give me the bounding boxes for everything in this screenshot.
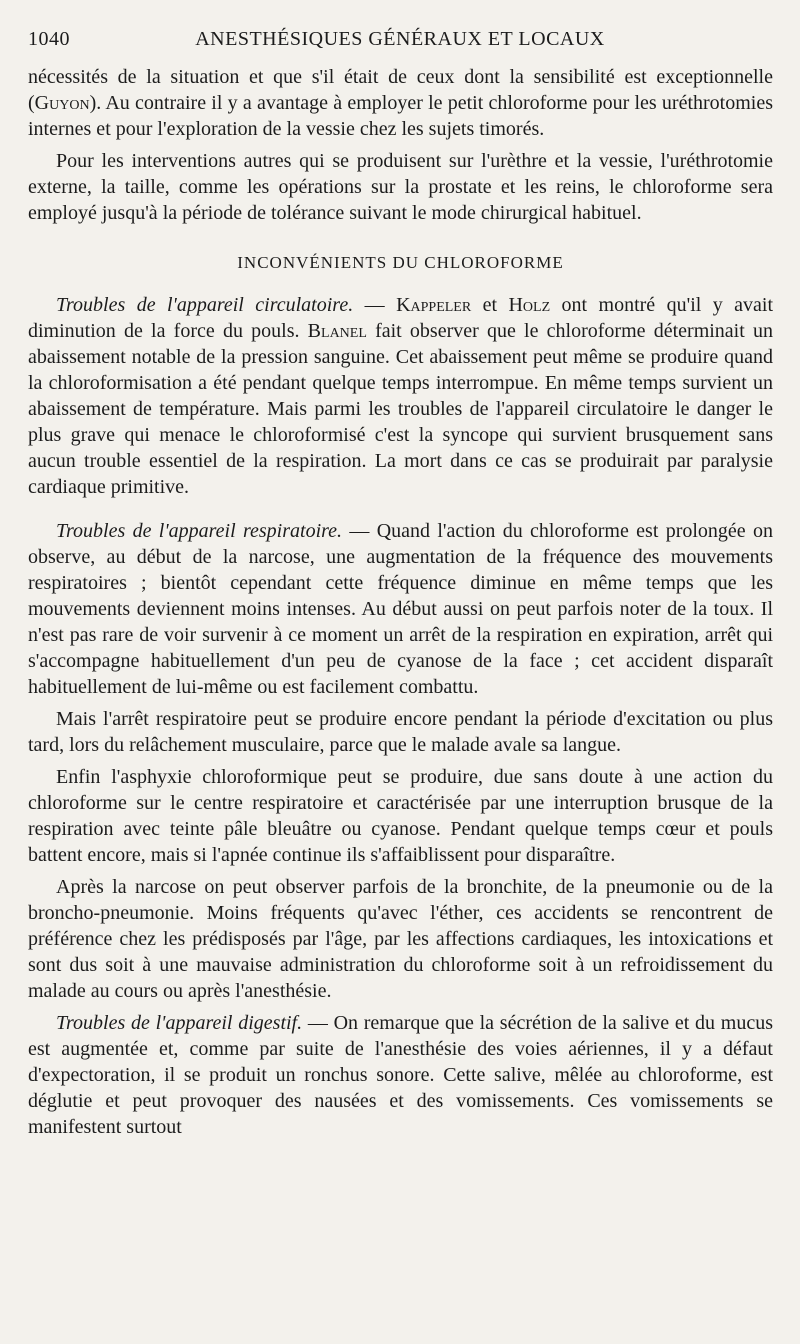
paragraph-respiratory bbox=[28, 518, 773, 700]
author-name: Kappeler bbox=[396, 294, 472, 316]
paragraph-text: — bbox=[353, 294, 397, 316]
paragraph-text: et bbox=[471, 294, 509, 316]
paragraph-intro bbox=[28, 64, 773, 142]
section-heading: INCONVÉNIENTS DU CHLOROFORME bbox=[237, 253, 564, 272]
paragraph-arret: Mais l'arrêt respiratoire peut se produire encore pendant la période d'excitation ou plus tard, lors du relâchement musculaire, parce que le malade avale sa langue. bbox=[28, 708, 773, 756]
author-name: Holz bbox=[508, 294, 551, 316]
paragraph-text: — On remarque que la sécrétion de la salive et du mucus est augmentée et, comme par suite de l'anesthésie des voies aériennes, il y a défaut d'expectoration, il se produit un ronchus sonore. Cette salive, mêlée au chloroforme, est déglutie et peut provoquer des nausées et des vomissements. Ces vomissements se manifestent surtout bbox=[28, 1012, 774, 1138]
paragraph-text: ). Au contraire il y a avantage à employer le petit chloroforme pour les uréthrotomies internes et pour l'exploration de la vessie chez les sujets timorés. bbox=[28, 92, 773, 140]
subsection-title: Troubles de l'appareil circulatoire. bbox=[56, 294, 354, 316]
paragraph-asphyxie: Enfin l'asphyxie chloroformique peut se produire, due sans doute à une action du chloroforme sur le centre respiratoire et caractérisée par une interruption brusque de la respiration avec teinte pâle bleuâtre ou cyanose. Pendant quelque temps cœur et pouls battent encore, mais si l'apnée continue ils s'affaiblissent pour disparaître. bbox=[28, 766, 773, 866]
page-body bbox=[28, 64, 773, 1140]
subsection-title: Troubles de l'appareil digestif. bbox=[56, 1012, 303, 1034]
running-title: ANESTHÉSIQUES GÉNÉRAUX ET LOCAUX bbox=[195, 28, 605, 50]
subsection-title: Troubles de l'appareil respiratoire. bbox=[56, 520, 343, 542]
paragraph-text: nécessités de la situation et que s'il était de ceux dont la sensibilité est exceptionnelle ( bbox=[28, 66, 773, 114]
page-number: 1040 bbox=[28, 28, 70, 50]
paragraph-text: — Quand l'action du chloroforme est prolongée on observe, au début de la narcose, une augmentation de la fréquence des mouvements respiratoires ; bientôt cependant cette fréquence diminue en même temps que les mouvements deviennent moins intenses. Au début aussi on peut parfois noter de la toux. Il n'est pas rare de voir survenir à ce moment un arrêt de la respiration en expiration, arrêt qui s'accompagne habituellement d'un peu de cyanose de la face ; cet accident disparaît habituellement de lui-même ou est facilement combattu. bbox=[28, 520, 774, 698]
paragraph-digestive bbox=[28, 1010, 773, 1140]
paragraph-interventions: Pour les interventions autres qui se produisent sur l'urèthre et la vessie, l'uréthrotomie externe, la taille, comme les opérations sur la prostate et les reins, le chloroforme sera employé jusqu'à la période de tolérance suivant le mode chirurgical habituel. bbox=[28, 150, 773, 224]
author-name: Blanel bbox=[307, 320, 367, 342]
paragraph-text: fait observer que le chloroforme déterminait un abaissement notable de la pression sanguine. Cet abaissement peut même se produire quand la chloroformisation a été pendant quelque temps interrompue. En même temps survient un abaissement de température. Mais parmi les troubles de l'appareil circulatoire le danger le plus grave qui menace le chloroformisé c'est la syncope qui survient brusquement sans aucun trouble essentiel de la respiration. La mort dans ce cas se produirait par paralysie cardiaque primitive. bbox=[28, 320, 773, 498]
paragraph-circulatory bbox=[28, 292, 773, 500]
paragraph-apres-narcose: Après la narcose on peut observer parfois de la bronchite, de la pneumonie ou de la broncho-pneumonie. Moins fréquents qu'avec l'éther, ces accidents se rencontrent de préférence chez les prédisposés par l'âge, par les affections cardiaques, les intoxications et sont dus soit à une mauvaise administration du chloroforme soit à un refroidissement du malade au cours ou après l'anesthésie. bbox=[28, 876, 773, 1002]
author-name: Guyon bbox=[34, 92, 90, 114]
paragraph-text: ont montré qu'il y avait diminution de la force du pouls. bbox=[28, 294, 774, 342]
page-header bbox=[0, 28, 800, 52]
